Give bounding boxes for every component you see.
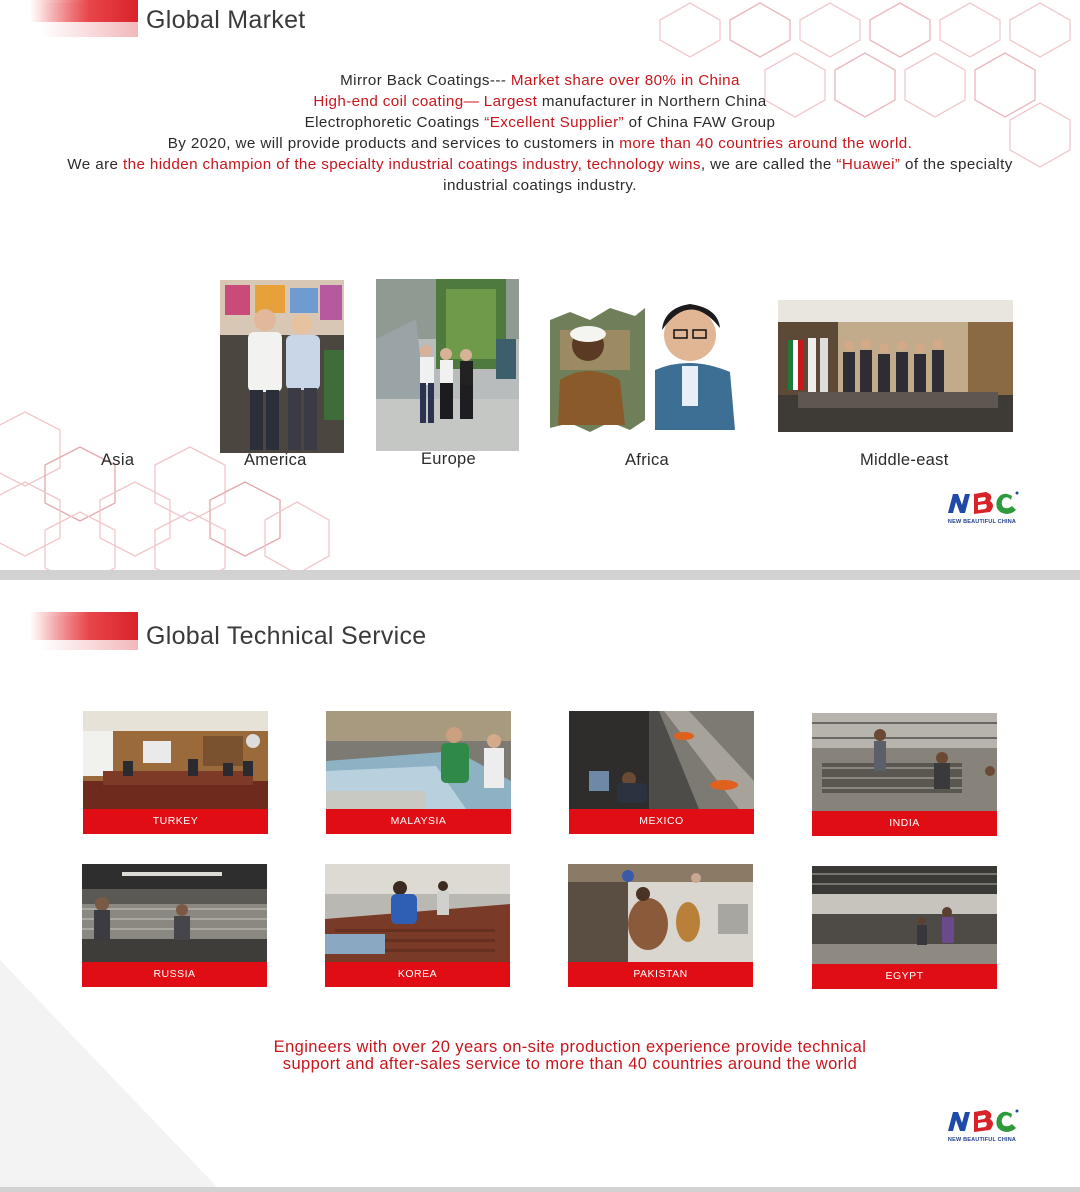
page-title: Global Technical Service [146, 622, 427, 650]
service-card-egypt [812, 866, 997, 989]
intro-line-4: By 2020, we will provide products and services to customers in more than 40 countries around the world. [167, 135, 913, 152]
region-label-africa: Africa [625, 451, 669, 469]
region-label-middle-east: Middle-east [860, 451, 949, 469]
region-label-europe: Europe [421, 450, 477, 468]
title-accent-bar [30, 612, 138, 640]
slide-separator-1 [0, 570, 1080, 580]
america-photo [220, 280, 344, 453]
mexico-photo [569, 711, 754, 809]
india-photo [812, 713, 997, 811]
country-label: KOREA [325, 962, 510, 987]
light-diagonal-shape [0, 960, 220, 1187]
company-logo [942, 490, 1022, 530]
intro-line-2: High-end coil coating— Largest manufacturer in Northern China [313, 93, 767, 110]
country-label: INDIA [812, 811, 997, 836]
title-accent-bar [30, 0, 138, 22]
africa-photo [550, 290, 740, 435]
intro-line-3: Electrophoretic Coatings “Excellent Supplier” of China FAW Group [304, 114, 776, 131]
technical-service-slide [0, 580, 1080, 1187]
service-card-pakistan [568, 864, 753, 987]
egypt-photo [812, 866, 997, 964]
country-label: RUSSIA [82, 962, 267, 987]
russia-photo [82, 864, 267, 962]
region-label-asia: Asia [101, 451, 135, 469]
logo-tagline: NEW BEAUTIFUL CHINA [947, 1137, 1017, 1143]
country-label: MALAYSIA [326, 809, 511, 834]
page-title: Global Market [146, 6, 306, 34]
intro-line-5: We are the hidden champion of the specialty industrial coatings industry, technology wins, we are called the “Huawei” of the specialty industrial coatings industry. [67, 156, 1013, 194]
company-logo [942, 1108, 1022, 1148]
korea-photo [325, 864, 510, 962]
service-card-russia [82, 864, 267, 987]
global-market-slide [0, 0, 1080, 570]
service-footer-text [200, 1039, 940, 1073]
service-card-india [812, 713, 997, 836]
footer-line-1: Engineers with over 20 years on-site production experience provide technical [273, 1038, 867, 1056]
nbc-logo-icon [946, 490, 1020, 516]
middle-east-photo [778, 300, 1013, 432]
turkey-photo [83, 711, 268, 809]
pakistan-photo [568, 864, 753, 962]
country-label: TURKEY [83, 809, 268, 834]
service-card-korea [325, 864, 510, 987]
market-intro-text [40, 70, 1040, 196]
service-card-mexico [569, 711, 754, 834]
country-label: EGYPT [812, 964, 997, 989]
country-label: PAKISTAN [568, 962, 753, 987]
intro-line-1: Mirror Back Coatings--- Market share over 80% in China [340, 72, 740, 89]
country-label: MEXICO [569, 809, 754, 834]
service-card-turkey [83, 711, 268, 834]
slide-separator-2 [0, 1187, 1080, 1192]
footer-line-2: support and after-sales service to more than 40 countries around the world [282, 1055, 858, 1073]
malaysia-photo [326, 711, 511, 809]
europe-photo [376, 279, 519, 451]
logo-tagline: NEW BEAUTIFUL CHINA [947, 519, 1017, 525]
nbc-logo-icon [946, 1108, 1020, 1134]
service-card-malaysia [326, 711, 511, 834]
region-label-america: America [244, 451, 307, 469]
